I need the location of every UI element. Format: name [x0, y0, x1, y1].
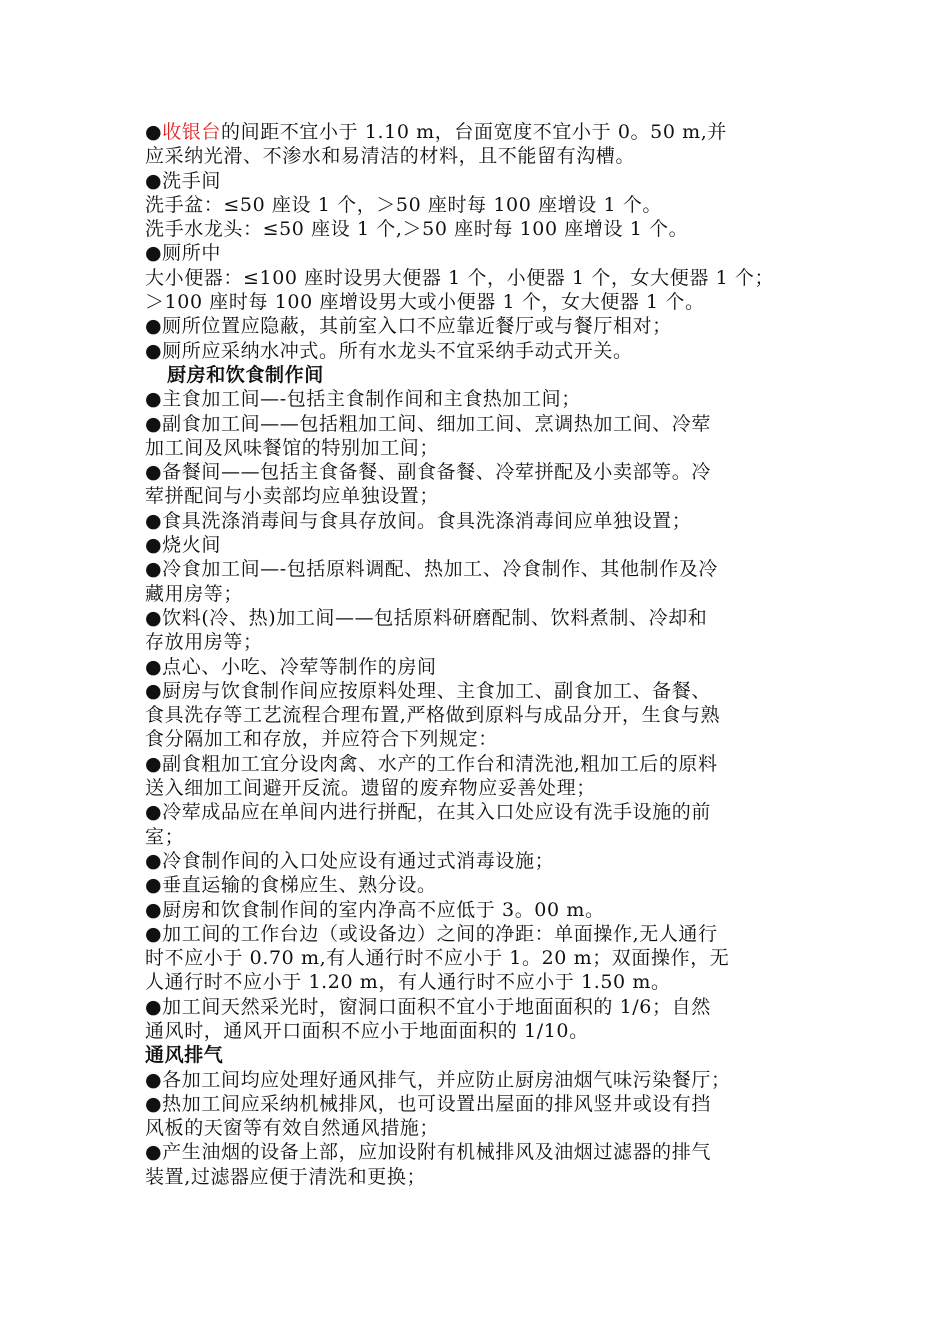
text-line: ●厨房与饮食制作间应按原料处理、主食加工、副食加工、备餐、 [145, 679, 711, 702]
text-line: 荤拼配间与小卖部均应单独设置； [145, 485, 440, 508]
section-heading-ventilation: 通风排气 [145, 1044, 224, 1067]
text-line: ●冷荤成品应在单间内进行拼配，在其入口处应设有洗手设施的前 [145, 801, 711, 824]
text-line: 装置,过滤器应便于清洗和更换； [145, 1165, 427, 1188]
text-line: 加工间及风味餐馆的特别加工间； [145, 436, 440, 459]
text-line: ●垂直运输的食梯应生、熟分设。 [145, 874, 437, 897]
text-line: ●主食加工间—-包括主食制作间和主食热加工间； [145, 388, 581, 411]
section-heading-kitchen: 厨房和饮食制作间 [167, 363, 324, 386]
text-line: 食具洗存等工艺流程合理布置,严格做到原料与成品分开，生食与熟 [145, 704, 721, 727]
text-line: ●产生油烟的设备上部，应加设附有机械排风及油烟过滤器的排气 [145, 1141, 711, 1164]
text-line: ●厕所应采纳水冲式。所有水龙头不宜采纳手动式开关。 [145, 339, 633, 362]
text-line: ●冷食加工间—-包括原料调配、热加工、冷食制作、其他制作及冷 [145, 558, 718, 581]
text-line: ●加工间的工作台边（或设备边）之间的净距：单面操作,无人通行 [145, 922, 718, 945]
text-line: ●厕所中 [145, 242, 221, 265]
text-line: ●烧火间 [145, 534, 221, 557]
text-line: ●加工间天然采光时，窗洞口面积不宜小于地面面积的 1/6；自然 [145, 995, 711, 1018]
text-line: 应采纳光滑、不渗水和易清洁的材料，且不能留有沟槽。 [145, 145, 636, 168]
text-line: ●热加工间应采纳机械排风，也可设置出屋面的排风竖井或设有挡 [145, 1092, 711, 1115]
text-line: 风板的天窗等有效自然通风措施； [145, 1117, 440, 1140]
text-line: ●食具洗涤消毒间与食具存放间。食具洗涤消毒间应单独设置； [145, 509, 692, 532]
text-line: ●点心、小吃、冷荤等制作的房间 [145, 655, 437, 678]
text-line: ●饮料(冷、热)加工间——包括原料研磨配制、饮料煮制、冷却和 [145, 606, 708, 629]
document-page [145, 120, 815, 1189]
text-line-cashier [145, 120, 815, 144]
text-line: 通风时，通风开口面积不应小于地面面积的 1/10。 [145, 1019, 589, 1042]
text-line: 食分隔加工和存放，并应符合下列规定： [145, 728, 498, 751]
text-line: ●备餐间——包括主食备餐、副食备餐、冷荤拼配及小卖部等。冷 [145, 461, 711, 484]
text-line: ●副食加工间——包括粗加工间、细加工间、烹调热加工间、冷荤 [145, 412, 711, 435]
bullet: ● [145, 121, 163, 143]
text-line: 存放用房等； [145, 631, 263, 654]
text-line: 洗手盆：≤50 座设 1 个，＞50 座时每 100 座增设 1 个。 [145, 193, 663, 216]
text-line: ●副食粗加工宜分设肉禽、水产的工作台和清洗池,粗加工后的原料 [145, 752, 718, 775]
text-line: 大小便器：≤100 座时设男大便器 1 个，小便器 1 个，女大便器 1 个； [145, 266, 775, 289]
line-text: 的间距不宜小于 1.10 m，台面宽度不宜小于 0。50 m,并 [221, 121, 728, 143]
text-line: 送入细加工间避开反流。遗留的废弃物应妥善处理； [145, 777, 596, 800]
text-line: ●厨房和饮食制作间的室内净高不应低于 3。00 m。 [145, 898, 605, 921]
text-line: 藏用房等； [145, 582, 244, 605]
text-line: 洗手水龙头：≤50 座设 1 个,＞50 座时每 100 座增设 1 个。 [145, 218, 689, 241]
text-line: 人通行时不应小于 1.20 m，有人通行时不应小于 1.50 m。 [145, 971, 671, 994]
text-line: 室； [145, 825, 185, 848]
text-line: ＞100 座时每 100 座增设男大或小便器 1 个，女大便器 1 个。 [145, 291, 705, 314]
text-line: ●洗手间 [145, 169, 221, 192]
text-line: 时不应小于 0.70 m,有人通行时不应小于 1。20 m；双面操作，无 [145, 947, 730, 970]
text-line: ●冷食制作间的入口处应设有通过式消毒设施； [145, 849, 555, 872]
text-line: ●各加工间均应处理好通风排气，并应防止厨房油烟气味污染餐厅； [145, 1068, 731, 1091]
text-line: ●厕所位置应隐蔽，其前室入口不应靠近餐厅或与餐厅相对； [145, 315, 672, 338]
highlighted-term: 收银台 [162, 121, 221, 143]
